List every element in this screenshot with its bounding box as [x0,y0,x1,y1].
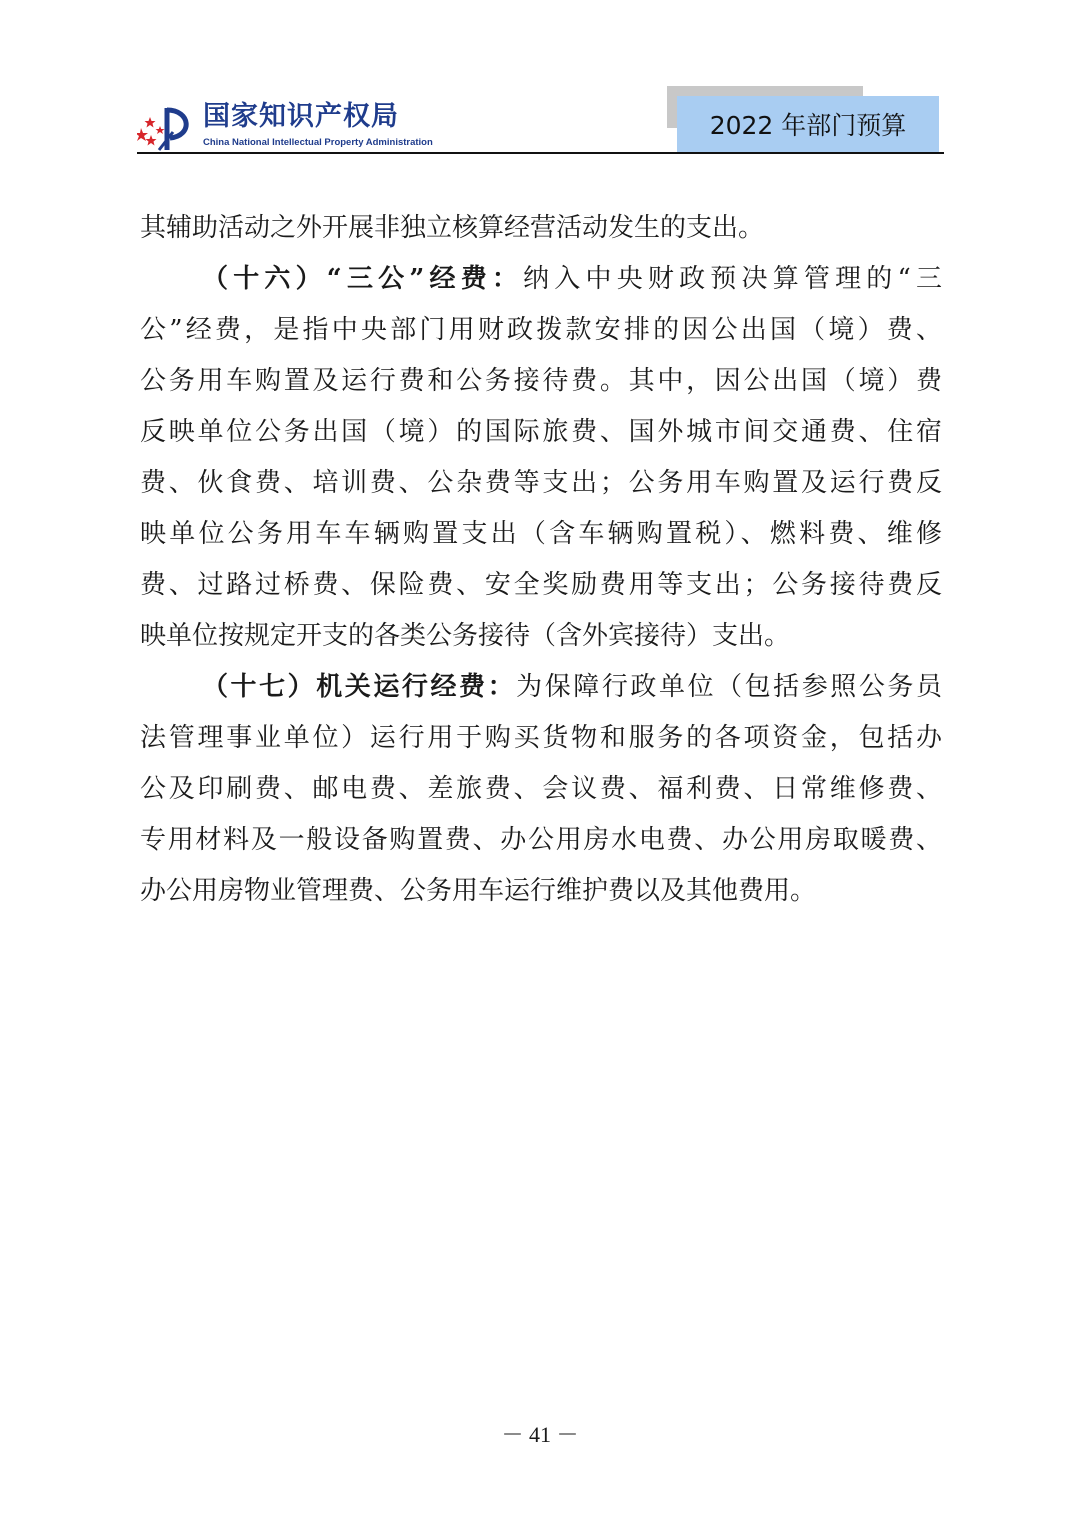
page-number: － 41 － [501,1422,579,1447]
budget-tag [677,96,939,152]
header-divider [137,152,944,154]
cnipa-emblem-icon [137,102,195,152]
paragraph-line: 法管理事业单位）运行用于购买货物和服务的各项资金，包括办 [140,723,942,753]
paragraph-line: 公”经费，是指中央部门用财政拨款安排的因公出国（境）费、 [140,315,942,345]
paragraph-line: 映单位公务用车车辆购置支出（含车辆购置税）、燃料费、维修 [140,519,942,549]
logo-english-name: China National Intellectual Property Administration [203,137,433,148]
section-17-heading: （十七）机关运行经费： [202,672,517,702]
page-header [0,0,1080,160]
paragraph-text: 为保障行政单位（包括参照公务员 [516,672,942,702]
logo-chinese-name: 国家知识产权局 [203,101,399,132]
paragraph-line: 费、过路过桥费、保险费、安全奖励费用等支出；公务接待费反 [140,570,942,600]
paragraph-line: 映单位按规定开支的各类公务接待（含外宾接待）支出。 [140,621,791,651]
cnipa-logo [137,100,437,152]
paragraph-line: 办公用房物业管理费、公务用车运行维护费以及其他费用。 [140,876,817,906]
paragraph-text: 纳入中央财政预决算管理的“三 [523,264,942,294]
paragraph-line: 其辅助活动之外开展非独立核算经营活动发生的支出。 [140,213,765,243]
paragraph-line: 反映单位公务出国（境）的国际旅费、国外城市间交通费、住宿 [140,417,942,447]
paragraph-line: 公务用车购置及运行费和公务接待费。其中，因公出国（境）费 [140,366,942,396]
paragraph-line: 费、伙食费、培训费、公杂费等支出；公务用车购置及运行费反 [140,468,942,498]
paragraph-line: 公及印刷费、邮电费、差旅费、会议费、福利费、日常维修费、 [140,774,942,804]
section-16-heading: （十六）“三公”经费： [202,264,524,294]
document-body [140,203,942,917]
section-16-first-line [140,254,942,305]
budget-tag-label: 2022 年部门预算 [709,111,907,140]
paragraph-line: 专用材料及一般设备购置费、办公用房水电费、办公用房取暖费、 [140,825,942,855]
section-17-first-line [140,662,942,713]
